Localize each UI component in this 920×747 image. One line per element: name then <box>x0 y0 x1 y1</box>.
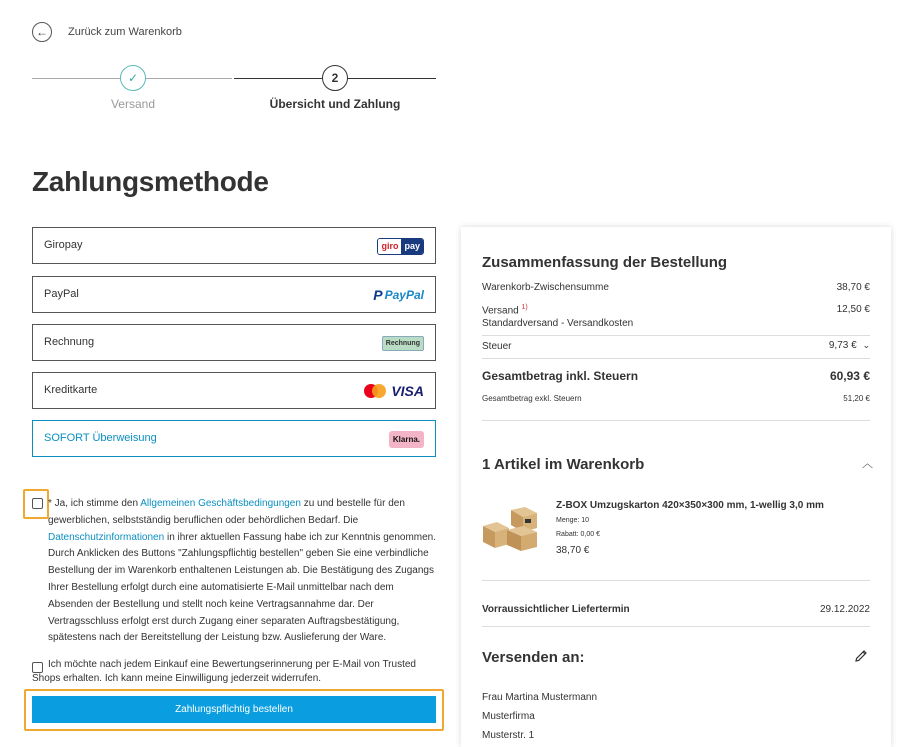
terms-consent-text <box>48 496 438 647</box>
giro-text: giro <box>378 239 401 254</box>
mastercard-visa-logo-icon <box>363 381 424 401</box>
visa-text: VISA <box>391 383 424 399</box>
payment-label: SOFORT Überweisung <box>44 432 157 444</box>
subtotal-label: Warenkorb-Zwischensumme <box>482 282 609 293</box>
consent-prefix: * Ja, ich stimme den <box>48 498 141 509</box>
review-optin-text: Ich möchte nach jedem Einkauf eine Bewertungserinnerung per E-Mail von Trusted Shops erhalten. Ich kann meine Einwilligung jederzeit widerrufen. <box>32 659 416 684</box>
shipping-footnote: 1) <box>521 304 528 311</box>
ship-to-name: Frau Martina Mustermann <box>482 692 598 703</box>
klarna-badge: Klarna. <box>389 431 424 448</box>
payment-option-sofort[interactable] <box>32 420 436 457</box>
product-image-boxes <box>481 504 543 552</box>
mastercard-icon <box>363 383 387 399</box>
cart-title: 1 Artikel im Warenkorb <box>482 456 645 473</box>
payment-label: Rechnung <box>44 336 95 348</box>
shipping-label: Versand <box>482 305 519 317</box>
shipping-value: 12,50 € <box>836 304 870 315</box>
divider <box>482 358 870 359</box>
shipping-row <box>482 304 528 316</box>
net-total-label: Gesamtbetrag exkl. Steuern <box>482 394 582 403</box>
step-1-check-icon: ✓ <box>120 65 146 91</box>
rechnung-badge: Rechnung <box>382 336 424 351</box>
tax-toggle[interactable] <box>829 340 870 351</box>
consent-suffix: in ihrer aktuellen Fassung habe ich zur Kenntnis genommen. Durch Anklicken des Buttons "Zahlungspflichtig bestellen" geben Sie eine verbindliche Bestellung der im Warenkorb enthaltenen Leistungen ab. Die Bestätigung des Zugangs Ihrer Bestellung erfolgt durch eine automatisierte E-Mail unmittelbar nach dem Absenden der Bestellung und stellt noch keine Vertragsannahme dar. Der Vertragsschluss erfolgt erst durch Zugang einer separaten Auftragsbestätigung, spätestens nach der Bereitstellung der Leistung bzw. Auslieferung der Ware. <box>48 531 437 644</box>
summary-title: Zusammenfassung der Bestellung <box>482 254 728 271</box>
cart-item-name: Z-BOX Umzugskarton 420×350×300 mm, 1-wellig 3,0 mm <box>556 500 824 511</box>
paypal-p: P <box>373 287 383 303</box>
payment-option-creditcard[interactable] <box>32 372 436 409</box>
ship-to-title: Versenden an: <box>482 649 585 666</box>
step-2-number: 2 <box>322 65 348 91</box>
privacy-link[interactable]: Datenschutzinformationen <box>48 531 165 543</box>
page-title: Zahlungsmethode <box>32 166 269 197</box>
tax-label: Steuer <box>482 341 512 352</box>
consent-mid: zu und bestelle für den gewerblichen, selbstständig beruflichen oder behördlichen Bedarf. Die <box>48 498 405 526</box>
place-order-button[interactable]: Zahlungspflichtig bestellen <box>32 696 436 723</box>
ship-to-company: Musterfirma <box>482 711 535 722</box>
divider <box>482 580 870 581</box>
agb-link[interactable]: Allgemeinen Geschäftsbedingungen <box>140 498 301 509</box>
invoice-logo-icon <box>382 333 424 353</box>
divider <box>482 420 870 421</box>
cart-item-price: 38,70 € <box>556 545 590 556</box>
chevron-up-icon[interactable]: ︿ <box>862 458 873 470</box>
divider <box>482 626 870 627</box>
delivery-date: 29.12.2022 <box>819 604 870 615</box>
pay-text: pay <box>401 239 423 254</box>
step-1-label: Versand <box>110 97 156 111</box>
divider <box>482 335 870 336</box>
payment-option-paypal[interactable] <box>32 276 436 313</box>
total-label: Gesamtbetrag inkl. Steuern <box>482 369 639 383</box>
terms-checkbox[interactable] <box>32 498 43 509</box>
payment-option-giropay[interactable] <box>32 227 436 264</box>
edit-pencil-icon[interactable] <box>853 648 869 664</box>
subtotal-value: 38,70 € <box>836 282 870 293</box>
payment-option-invoice[interactable] <box>32 324 436 361</box>
payment-label: Giropay <box>44 239 83 251</box>
tax-value: 9,73 € <box>828 340 857 351</box>
net-total-value: 51,20 € <box>843 394 870 403</box>
ship-to-street: Musterstr. 1 <box>482 730 535 741</box>
chevron-down-icon: ⌄ <box>862 340 870 350</box>
order-summary-panel <box>461 227 891 747</box>
payment-label: PayPal <box>44 288 79 300</box>
payment-label: Kreditkarte <box>44 384 98 396</box>
cart-item-discount: Rabatt: 0,00 € <box>556 531 600 538</box>
cart-item-qty: Menge: 10 <box>556 517 590 524</box>
step-2-label: Übersicht und Zahlung <box>269 97 401 111</box>
klarna-logo-icon <box>389 429 424 449</box>
back-arrow-icon[interactable]: ← <box>32 22 52 42</box>
paypal-logo-icon <box>373 285 424 305</box>
total-value: 60,93 € <box>829 369 870 383</box>
giropay-logo-icon <box>377 236 424 256</box>
delivery-label: Vorraussichtlicher Liefertermin <box>482 604 630 615</box>
back-to-cart-link[interactable]: Zurück zum Warenkorb <box>68 26 182 38</box>
shipping-subtext: Standardversand - Versandkosten <box>482 318 634 329</box>
paypal-text: PayPal <box>384 288 424 302</box>
